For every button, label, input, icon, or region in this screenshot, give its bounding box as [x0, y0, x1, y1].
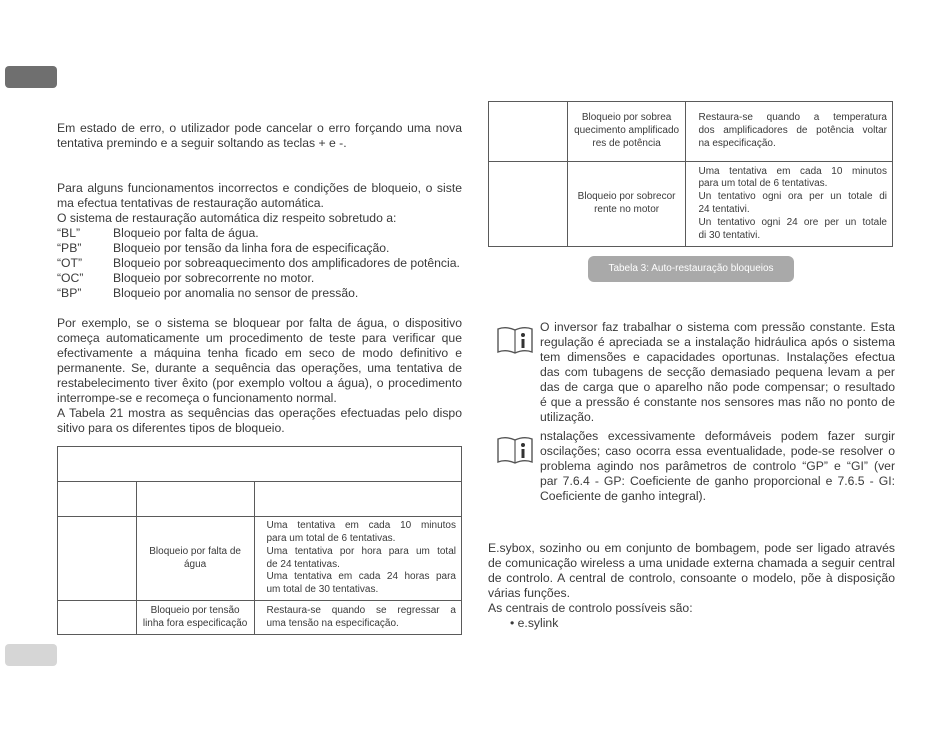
text-line: das com tubagens de secção demasiado pequena levam a per [540, 365, 895, 379]
text-line: E.sybox, sozinho ou em conjunto de bombagem, pode ser ligado através [488, 541, 895, 555]
cell-line: Un tentativo ogni 24 ore per un totale [698, 216, 887, 228]
table-caption: Tabela 3: Auto-restauração bloqueios [588, 256, 794, 282]
cell-line: Un tentativo ogni ora per un totale di [698, 191, 887, 203]
code-cell [58, 517, 137, 601]
cell-line: Bloqueio por falta de [149, 545, 241, 557]
page-tab-marker [5, 644, 57, 666]
cell-line: de 24 tentativas. [266, 558, 340, 570]
code-cell [58, 601, 137, 635]
example-paragraph [57, 316, 462, 436]
text-line: interrompe-se e recomeça o funcionamento normal. [57, 391, 337, 405]
text-line: várias funções. [488, 586, 570, 600]
text-line: Para alguns funcionamentos incorrectos e condições de bloqueio, o siste [57, 181, 462, 195]
cell-line: dos amplificadores de potência voltar [698, 125, 887, 137]
cell-line: 24 tentativi. [698, 204, 750, 215]
table-row [58, 601, 462, 635]
header-cell [136, 482, 254, 517]
cell-line: Uma tentativa em cada 10 minutos [698, 165, 887, 177]
block-code: “OT” [57, 256, 83, 270]
text-line: permanente. Se, durante a sequência das operações, uma tentativa de [57, 361, 462, 375]
cell-line: Restaura-se quando a temperatura [698, 112, 887, 124]
block-code: “BL” [57, 226, 81, 240]
text-line: regulação é apreciada se a instalação hidráulica após o sistema [540, 335, 895, 349]
block-code: “OC” [57, 271, 84, 285]
cell-line: um total de 30 tentativas. [266, 584, 379, 596]
cell-line: rente no motor [594, 204, 660, 215]
section-tab-marker [5, 66, 57, 88]
text-line: restabelecimento tiver êxito (por exemplo voltou a água), o procedimento [57, 376, 462, 390]
cell-line: na especificação. [698, 137, 776, 149]
text-line: efectivamente a máquina tenha ficado em seco de modo definitivo e [57, 346, 462, 360]
cell-line: Uma tentativa em cada 10 minutos [266, 520, 456, 532]
text-line: começa automaticamente um procedimento de teste para verificar que [57, 331, 462, 345]
description-cell [136, 517, 254, 601]
cell-line: para um total de 6 tentativas. [698, 178, 828, 190]
text-line: As centrais de controlo possíveis são: [488, 601, 693, 615]
table-row [489, 162, 893, 247]
text-line: O sistema de restauração automática diz respeito sobretudo a: [57, 211, 397, 225]
list-item [57, 256, 467, 271]
oscillation-note [540, 429, 895, 504]
block-code: “PB” [57, 241, 82, 255]
table-title-row [58, 447, 462, 482]
header-cell [58, 482, 137, 517]
text-line: de comunicação wireless a uma unidade externa chamada a seguir central [488, 556, 895, 570]
text-line: utilização. [540, 410, 595, 424]
block-description: Bloqueio por tensão da linha fora de especificação. [113, 241, 390, 255]
text-line: das de carga que o aparelho não pode compensar; o resultado [540, 380, 895, 394]
description-cell [136, 601, 254, 635]
cell-line: linha fora especificação [142, 617, 248, 629]
description-cell [567, 102, 686, 162]
cell-line: di 30 tentativi. [698, 229, 761, 241]
action-cell [686, 102, 893, 162]
cell-line: uma tensão na especificação. [266, 617, 399, 629]
restore-table-right [488, 101, 893, 247]
text-line: tentativa premindo e a seguir soltando as teclas + e -. [57, 136, 347, 150]
action-cell [254, 517, 462, 601]
text-line: Por exemplo, se o sistema se bloquear por falta de água, o dispositivo [57, 316, 462, 330]
text-line: de controlo. A central de controlo, consoante o modelo, põe à disposição [488, 571, 895, 585]
list-item [57, 271, 467, 286]
cell-line: Restaura-se quando se regressar a [266, 604, 456, 616]
manual-info-icon [496, 325, 534, 355]
table-row [58, 517, 462, 601]
block-description: Bloqueio por sobreaquecimento dos amplificadores de potência. [113, 256, 460, 270]
control-unit-paragraph [488, 541, 895, 616]
bullet-item: • e.sylink [510, 616, 559, 630]
text-line: ma efectua tentativas de restauração automática. [57, 196, 324, 210]
cell-line: Uma tentativa em cada 24 horas para [266, 571, 456, 583]
text-line: nstalações excessivamente deformáveis podem fazer surgir [540, 429, 895, 443]
text-line: é que a pressão é constante nos sensores mas não no ponto de [540, 395, 895, 409]
cell-line: água [183, 558, 207, 570]
text-line: par 7.6.4 - GP: Coeficiente de ganho proporcional e 7.6.5 - GI: [540, 474, 895, 488]
manual-info-icon [496, 435, 534, 465]
cell-line: quecimento amplificado [574, 125, 680, 137]
cell-line: res de potência [592, 137, 661, 149]
reset-paragraph [57, 121, 462, 151]
block-description: Bloqueio por falta de água. [113, 226, 259, 240]
cell-line: Bloqueio por sobrea [581, 112, 672, 124]
text-line: sitivo para os diferentes tipos de bloqueio. [57, 421, 285, 435]
code-cell [489, 162, 568, 247]
table-row [489, 102, 893, 162]
text-line: problema agindo nos parâmetros de controlo “GP” e “GI” (ver [540, 459, 895, 473]
table-header-row [58, 482, 462, 517]
auto-restore-intro [57, 181, 462, 226]
block-description: Bloqueio por anomalia no sensor de pressão. [113, 286, 359, 300]
pressure-note [540, 320, 895, 425]
text-line: oscilações; caso ocorra essa eventualidade, pode-se resolver o [540, 444, 895, 458]
description-cell [567, 162, 686, 247]
cell-line: Bloqueio por tensão [150, 604, 240, 616]
text-line: A Tabela 21 mostra as sequências das operações efectuadas pelo dispo [57, 406, 462, 420]
action-cell [686, 162, 893, 247]
block-code-list [57, 226, 467, 301]
cell-line: Uma tentativa por hora para um total [266, 545, 456, 557]
text-line: Em estado de erro, o utilizador pode cancelar o erro forçando uma nova [57, 121, 462, 135]
text-line: O inversor faz trabalhar o sistema com pressão constante. Esta [540, 320, 895, 334]
action-cell [254, 601, 462, 635]
text-line: Coeficiente de ganho integral). [540, 489, 706, 503]
list-item [57, 286, 467, 301]
restore-table-left [57, 446, 462, 635]
list-item [57, 241, 467, 256]
block-code: “BP” [57, 286, 82, 300]
block-description: Bloqueio por sobrecorrente no motor. [113, 271, 315, 285]
text-line: tem dimensões e capacidades oportunas. Instalações efectua [540, 350, 895, 364]
code-cell [489, 102, 568, 162]
header-cell [254, 482, 462, 517]
list-item [57, 226, 467, 241]
cell-line: para um total de 6 tentativas. [266, 532, 396, 544]
cell-line: Bloqueio por sobrecor [577, 191, 676, 203]
table-title-cell [58, 447, 462, 482]
